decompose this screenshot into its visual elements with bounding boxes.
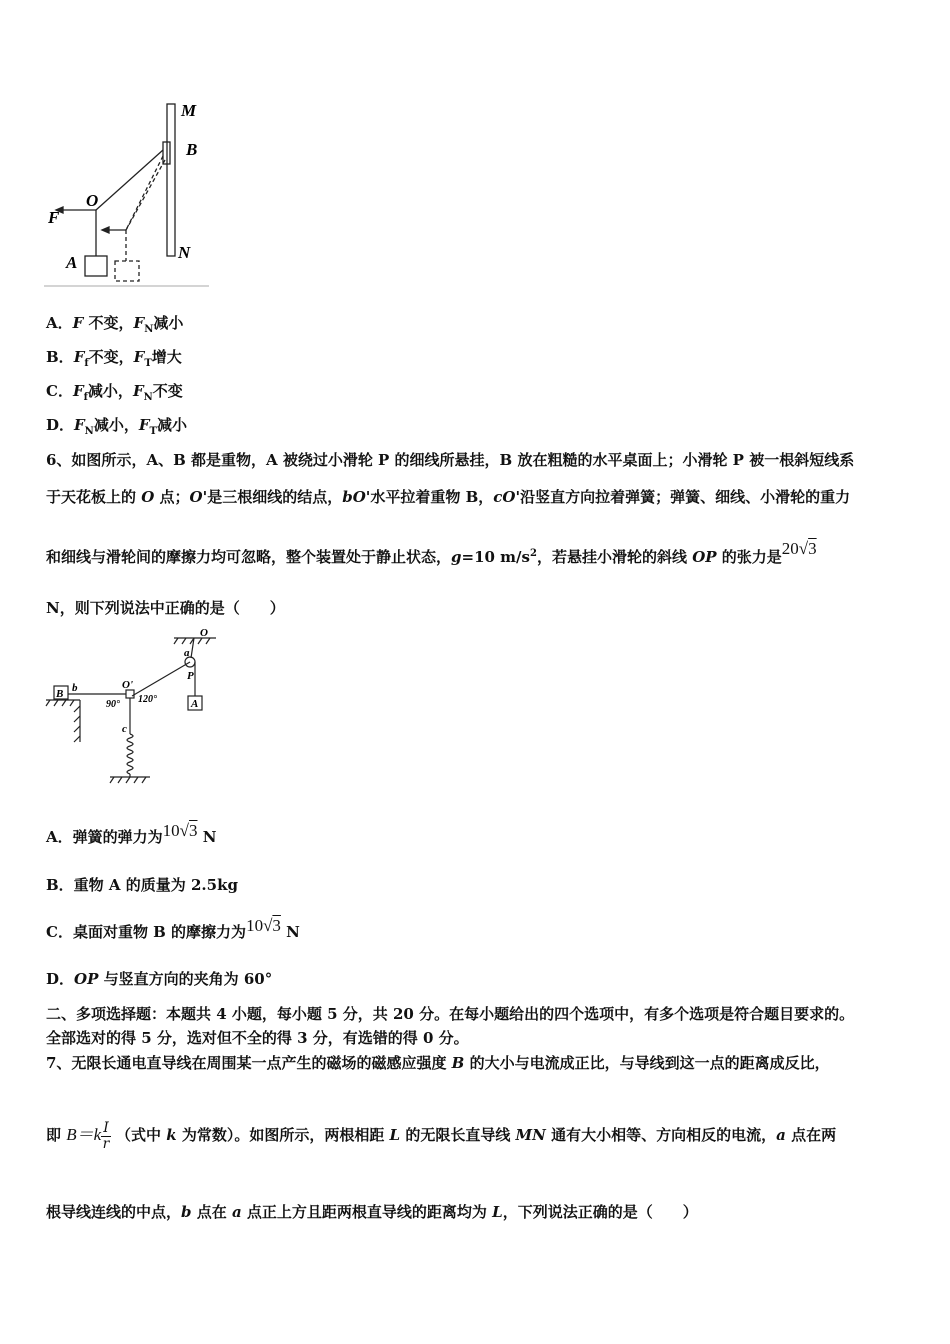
fig1-label-b: B xyxy=(186,140,198,159)
q6-stem-line2: 于天花板上的 O 点；O'是三根细线的结点，bO'水平拉着重物 B，cO'沿竖直方向拉着弹簧；弹簧、细线、小滑轮的重力 xyxy=(46,488,851,506)
figure-rod-pulley xyxy=(44,98,214,290)
q5-option-d[interactable]: D．$F_N$减小，$F_T$减小 xyxy=(46,416,187,437)
fig2-label-120: 120° xyxy=(138,694,157,705)
fig1-label-n: N xyxy=(178,243,191,262)
q6-stem-line3: 和细线与滑轮间的摩擦力均可忽略，整个装置处于静止状态，g=10 $m/s^2$，若悬挂小滑轮的斜线 OP 的张力是20√3 xyxy=(46,539,817,566)
q6-option-a[interactable]: A．弹簧的弹力为10√3 N xyxy=(46,821,217,846)
formula-b: B＝k xyxy=(66,1125,102,1144)
q7-stem-line1: 7、无限长通电直导线在周围某一点产生的磁场的磁感应强度 B 的大小与电流成正比，与导线到这一点的距离成反比， xyxy=(46,1054,830,1072)
q6-option-c[interactable]: C．桌面对重物 B 的摩擦力为10√3 N xyxy=(46,916,300,941)
q5-option-b[interactable]: B．$F_f$不变，$F_T$增大 xyxy=(46,348,182,369)
fig2-label-oprime: O' xyxy=(122,679,133,691)
q5-option-a[interactable]: A．F 不变，$F_N$减小 xyxy=(46,314,184,335)
q7-stem-line2: 即 B＝k $\frac{I}{r}$ （式中 k 为常数）。如图所示，两根相距 L 的无限长直导线 MN 通有大小相等、方向相反的电流，a 点在两 xyxy=(46,1119,837,1152)
figure-pulley-spring xyxy=(44,624,224,784)
q6-option-b[interactable]: B．重物 A 的质量为 2.5kg xyxy=(46,876,238,894)
fig2-label-b-line: b xyxy=(72,682,78,694)
fig2-label-a: a xyxy=(184,647,190,659)
fig1-label-m: M xyxy=(181,101,197,120)
fig1-label-a: A xyxy=(66,253,78,272)
fig1-label-f: F xyxy=(48,208,60,227)
formula-fraction: $\frac{I}{r}$ xyxy=(102,1119,110,1152)
section2-heading-line1: 二、多项选择题：本题共 4 小题，每小题 5 分，共 20 分。在每小题给出的四个选项中，有多个选项是符合题目要求的。 xyxy=(46,1005,855,1023)
fig2-label-c: c xyxy=(122,723,127,735)
q6-stem-line4: N，则下列说法中正确的是（ ） xyxy=(46,599,285,617)
q7-stem-line3: 根导线连线的中点，b 点在 a 点正上方且距两根直导线的距离均为 L，下列说法正确的是（ ） xyxy=(46,1203,698,1221)
fig2-label-o: O xyxy=(200,627,208,639)
q6-stem-line1: 6、如图所示，A、B 都是重物，A 被绕过小滑轮 P 的细线所悬挂，B 放在粗糙的水平桌面上；小滑轮 P 被一根斜短线系 xyxy=(46,451,855,469)
q6-option-d[interactable]: D．OP 与竖直方向的夹角为 60° xyxy=(46,970,273,988)
fig2-label-90: 90° xyxy=(106,699,120,710)
fig1-label-o: O xyxy=(86,191,99,210)
fig2-label-a-block: A xyxy=(191,698,199,710)
q5-option-c[interactable]: C．$F_f$减小，$F_N$不变 xyxy=(46,382,183,403)
fig2-label-b-block: B xyxy=(56,688,64,700)
fig2-label-p: P xyxy=(187,670,194,682)
tension-value: 20√3 xyxy=(781,539,817,558)
section2-heading-line2: 全部选对的得 5 分，选对但不全的得 3 分，有选错的得 0 分。 xyxy=(46,1029,469,1047)
